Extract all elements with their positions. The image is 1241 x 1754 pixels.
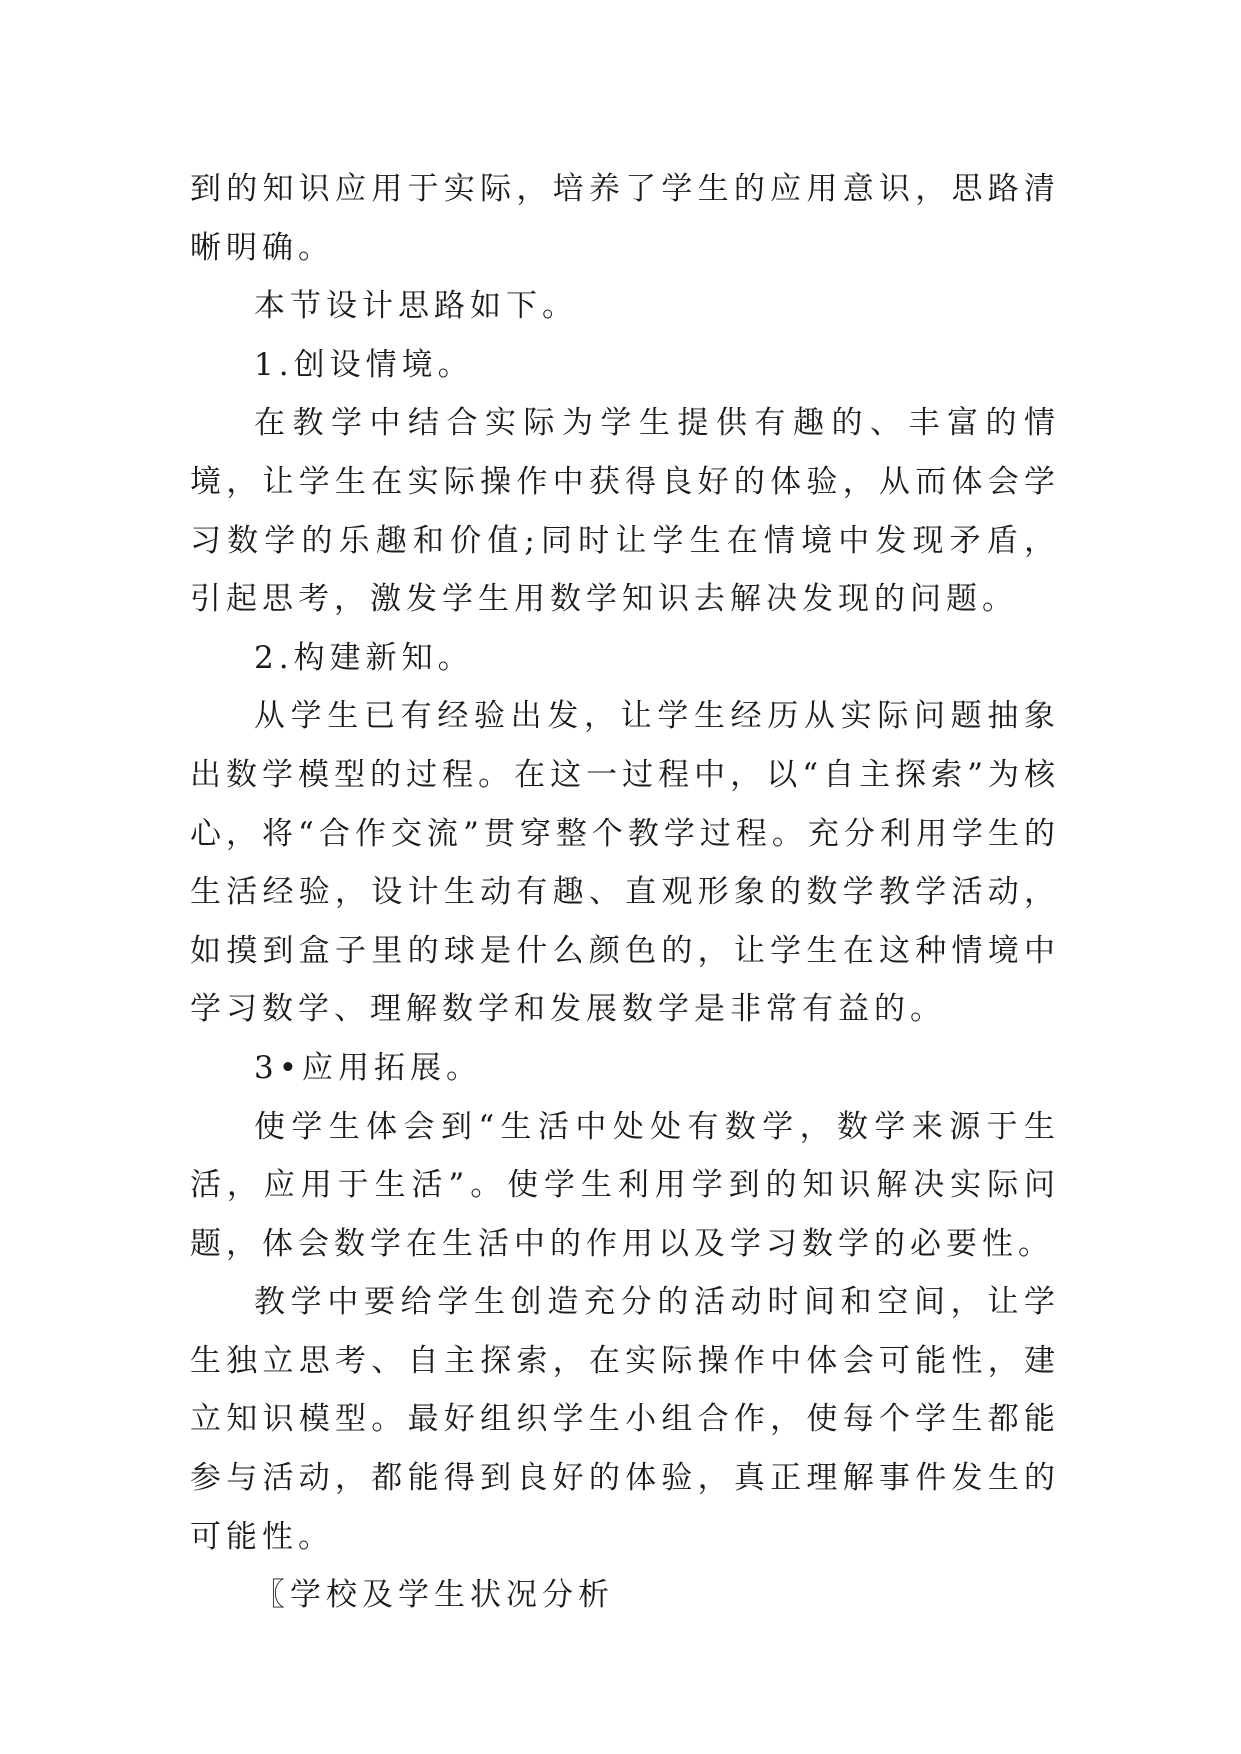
heading-apply-extend: 3•应用拓展。	[254, 1049, 483, 1086]
document-body	[190, 160, 1060, 1625]
paragraph-create-scenario: 在教学中结合实际为学生提供有趣的、丰富的情境，让学生在实际操作中获得良好的体验，从而体会学习数学的乐趣和价值;同时让学生在情境中发现矛盾，引起思考，激发学生用数学知识去解决发现的问题。	[190, 405, 1060, 618]
paragraph-build-knowledge: 从学生已有经验出发，让学生经历从实际问题抽象出数学模型的过程。在这一过程中，以“自主探索”为核心，将“合作交流”贯穿整个教学过程。充分利用学生的生活经验，设计生动有趣、直观形象的数学教学活动，如摸到盒子里的球是什么颜色的，让学生在这种情境中学习数学、理解数学和发展数学是非常有益的。	[190, 698, 1060, 1028]
paragraph-teaching-activity: 教学中要给学生创造充分的活动时间和空间，让学生独立思考、自主探索，在实际操作中体会可能性，建立知识模型。最好组织学生小组合作，使每个学生都能参与活动，都能得到良好的体验，真正理解事件发生的可能性。	[190, 1284, 1060, 1555]
paragraph-design-intro: 本节设计思路如下。	[254, 288, 578, 325]
paragraph-continuation: 到的知识应用于实际，培养了学生的应用意识，思路清晰明确。	[190, 171, 1060, 266]
paragraph-apply-extend: 使学生体会到“生活中处处有数学，数学来源于生活，应用于生活”。使学生利用学到的知识解决实际问题，体会数学在生活中的作用以及学习数学的必要性。	[190, 1108, 1060, 1262]
heading-create-scenario: 1.创设情境。	[254, 346, 474, 383]
heading-build-knowledge: 2.构建新知。	[254, 639, 474, 676]
heading-school-analysis: 〖学校及学生状况分析	[254, 1577, 614, 1614]
